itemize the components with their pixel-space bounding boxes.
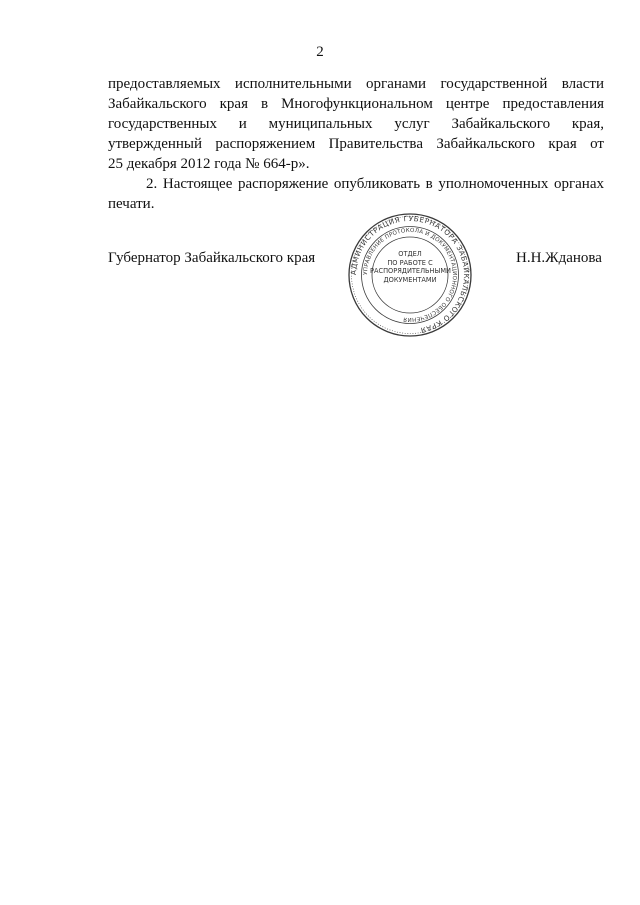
text-line: 2. Настоящее распоряжение опубликовать в уполномоченных органах bbox=[146, 176, 604, 192]
text-line: 25 декабря 2012 года № 664-р». bbox=[108, 156, 310, 172]
text-line: предоставляемых исполнительными органами государственной власти bbox=[108, 76, 604, 92]
official-seal bbox=[347, 212, 473, 338]
page-number: 2 bbox=[316, 44, 324, 60]
text-line: государственных и муниципальных услуг Забайкальского края, bbox=[108, 116, 604, 132]
text-line: печати. bbox=[108, 196, 155, 212]
seal-center-line: ОТДЕЛ bbox=[398, 250, 422, 258]
document-body bbox=[108, 74, 604, 214]
seal-inner-text: УПРАВЛЕНИЕ ПРОТОКОЛА И ДОКУМЕНТАЦИОННОГО ОБЕСПЕЧЕНИЯ bbox=[362, 227, 458, 323]
text-line: утвержденный распоряжением Правительства Забайкальского края от bbox=[108, 136, 604, 152]
seal-center-text bbox=[370, 250, 450, 284]
seal-center-line: ПО РАБОТЕ С bbox=[387, 258, 433, 267]
signatory-name: Н.Н.Жданова bbox=[516, 250, 602, 266]
seal-outer-text: АДМИНИСТРАЦИЯ ГУБЕРНАТОРА ЗАБАЙКАЛЬСКОГО КРАЯ bbox=[348, 213, 472, 335]
seal-center-line: РАСПОРЯДИТЕЛЬНЫМИ bbox=[370, 267, 451, 276]
seal-center-line: ДОКУМЕНТАМИ bbox=[383, 275, 437, 284]
signatory-position: Губернатор Забайкальского края bbox=[108, 250, 316, 266]
text-line: Забайкальского края в Многофункциональном центре предоставления bbox=[108, 96, 604, 112]
